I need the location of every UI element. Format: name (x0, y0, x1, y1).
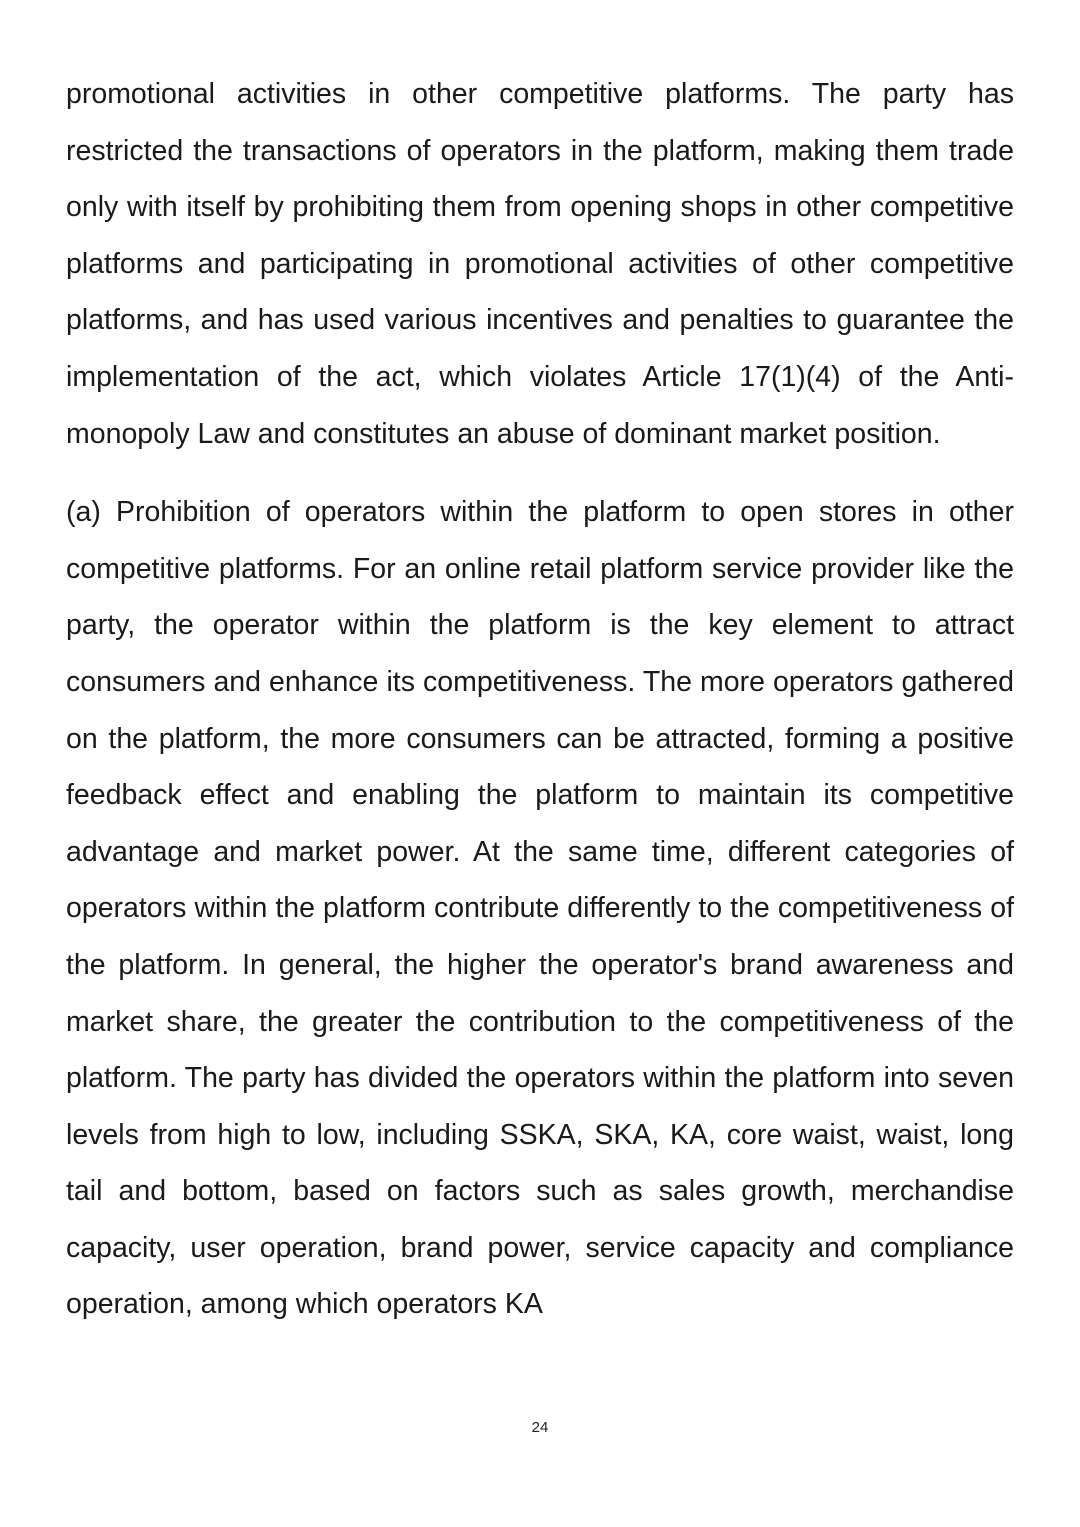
body-text (66, 66, 1014, 1333)
paragraph-1: promotional activities in other competitive platforms. The party has restricted the transactions of operators in the platform, making them trade only with itself by prohibiting them from opening shops in other competitive platforms and participating in promotional activities of other competitive platforms, and has used various incentives and penalties to guarantee the implementation of the act, which violates Article 17(1)(4) of the Anti-monopoly Law and constitutes an abuse of dominant market position. (66, 78, 1014, 450)
page-number: 24 (531, 1419, 549, 1436)
paragraph-2: (a) Prohibition of operators within the platform to open stores in other competitive platforms. For an online retail platform service provider like the party, the operator within the platform is the key element to attract consumers and enhance its competitiveness. The more operators gathered on the platform, the more consumers can be attracted, forming a positive feedback effect and enabling the platform to maintain its competitive advantage and market power. At the same time, different categories of operators within the platform contribute differently to the competitiveness of the platform. In general, the higher the operator's brand awareness and market share, the greater the contribution to the competitiveness of the platform. The party has divided the operators within the platform into seven levels from high to low, including SSKA, SKA, KA, core waist, waist, long tail and bottom, based on factors such as sales growth, merchandise capacity, user operation, brand power, service capacity and compliance operation, among which operators KA (66, 496, 1014, 1321)
